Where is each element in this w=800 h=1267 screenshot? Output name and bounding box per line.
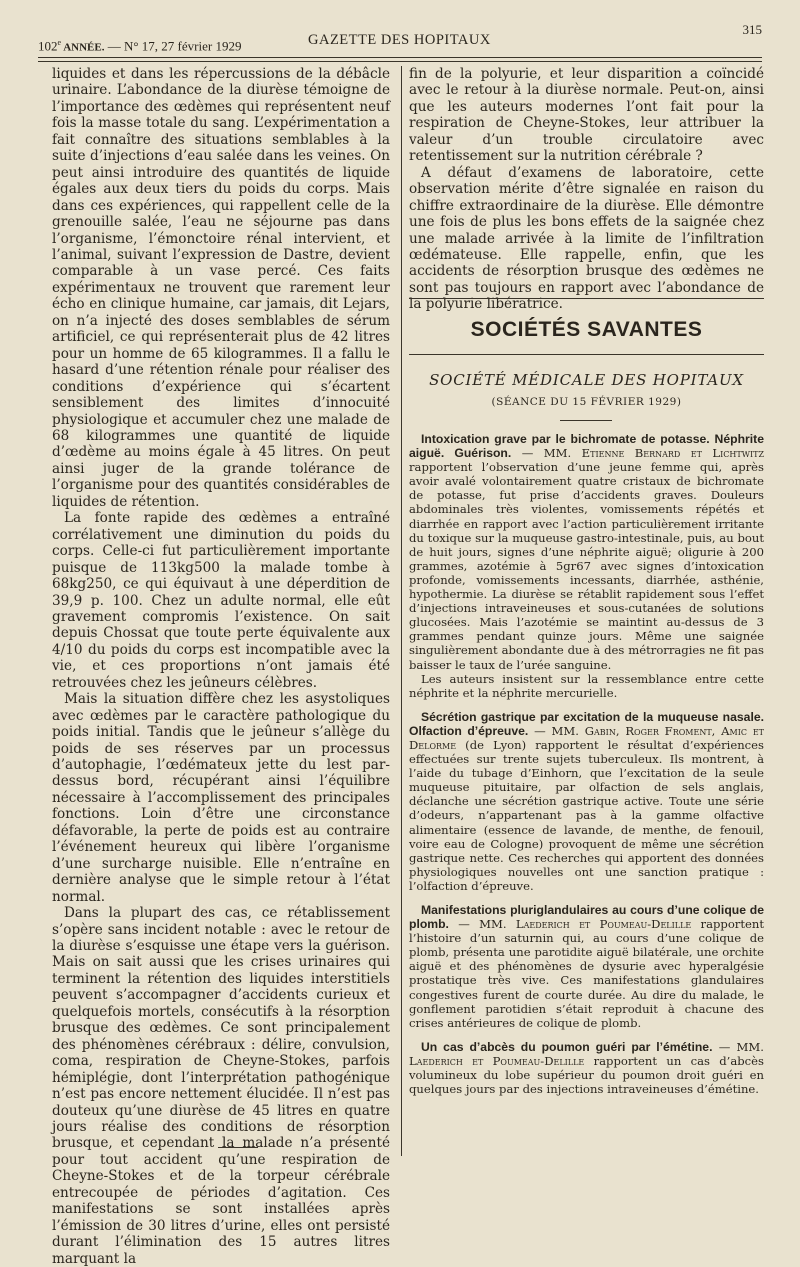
section-rule (409, 298, 764, 299)
paragraph: Mais la situation diffère chez les asystoliques avec œdèmes par le caractère pathologique du poids initial. Tandis que le jeûneur s’allège du poids de ses réserves par un processus d’autophagie, l’œdémateux jette du lest par-dessus bord, récupérant ainsi l’équilibre nécessaire à l’accomplissement des principales fonctions. Loin d’être une circonstance défavorable, la perte de poids est au contraire l’événement heureux qui libère l’organisme d’une surcharge nuisible. Elle n’entraîne en dernière analyse que le simple retour à l’état normal. (52, 691, 390, 905)
abstract-item: Manifestations pluriglandulaires au cours d’une colique de plomb. — MM. Laederich et Poumeau-Delille rapportent l’histoire d’un saturnin qui, au cours d’une colique de plomb, présenta une parotidite aiguë bilatérale, une orchite aiguë et des phénomènes de dysurie avec hyperalgésie prostatique très vive. Ces manifestations glandulaires congestives furent de courte durée. Au dire du malade, le gonflement parotidien s’était reproduit à chacune des crises antérieures de colique de plomb. (409, 903, 764, 1030)
journal-title: GAZETTE DES HOPITAUX (308, 32, 491, 48)
abstract-text: rapportent un cas d’abcès volumineux du lobe supérieur du poumon droit guéri en quelques jours par des injections intraveineuses d’émétine. (409, 1053, 764, 1097)
abstract-text: (de Lyon) rapportent le résultat d’expériences effectuées sur trente sujets tuberculeux. Ils montrent, à l’aide du tubage d’Einhorn, que l’excitation de la seule muqueuse pituitaire, par olfaction de sels anglais, déclanche une sécrétion gastrique active. Toute une série d’odeurs, n’appartenant pas à la gamme olfactive alimentaire (essence de lavande, de menthe, de fenouil, voire eau de Cologne) provoquent de même une sécrétion gastrique nette. Ces recherches qui apportent des données physiologiques nouvelles ont une sanction pratique : l’olfaction d’épreuve. (409, 737, 764, 893)
abstract-extra: Les auteurs insistent sur la ressemblance entre cette néphrite et la néphrite mercurielle. (409, 671, 764, 700)
abstract-authors: Etienne Bernard et Lichtwitz (581, 446, 764, 461)
section-rule (409, 354, 764, 355)
abstract-item: Intoxication grave par le bichromate de potasse. Néphrite aiguë. Guérison. — MM. Etienne Bernard et Lichtwitz rapportent l’observation d’une jeune femme qui, après avoir avalé volontairement quatre cristaux de bichromate de potasse, fut prise d’accidents graves. Douleurs abdominales très violentes, vomissements répétés et diarrhée en rapport avec l’action particulièrement irritante du toxique sur la muqueuse gastro-intestinale, puis, au bout de huit jours, signes d’une néphrite aiguë; oligurie à 200 grammes, azotémie à 5gr67 avec signes d’intoxication profonde, vomissements incessants, diarrhée, asthénie, hypothermie. La diurèse se rétablit rapidement sous l’effet d’injections intraveineuses et sous-cutanées de solutions glucosées. Mais l’azotémie se maintint au-dessus de 3 grammes pendant quinze jours. Même une saignée singulièrement abondante due à des métrorragies ne fit pas baisser le taux de l’urée sanguine. Les auteurs insistent sur la ressemblance entre cette néphrite et la néphrite mercurielle. (409, 432, 764, 700)
abstract-item: Un cas d’abcès du poumon guéri par l’émétine. — MM. Laederich et Poumeau-Delille rapportent un cas d’abcès volumineux du lobe supérieur du poumon droit guéri en quelques jours par des injections intraveineuses d’émétine. (409, 1039, 764, 1097)
abstract-title: Un cas d’abcès du poumon guéri par l’émétine. (421, 1039, 713, 1054)
society-title: SOCIÉTÉ MÉDICALE DES HOPITAUX (429, 371, 744, 389)
left-column (52, 66, 390, 1267)
paragraph: A défaut d’examens de laboratoire, cette observation mérite d’être signalée en raison du chiffre extraordinaire de la diurèse. Elle démontre une fois de plus les bons effets de la saignée chez une malade arrivée à la limite de l’infiltration œdémateuse. Elle rappelle, enfin, que les accidents de résorption brusque des œdèmes ne sont pas toujours en rapport avec l’abondance de la polyurie libératrice. (409, 164, 764, 313)
abstract-authors: Laederich et Poumeau-Delille (515, 917, 692, 932)
issue-info: 102e ANNÉE. — N° 17, 27 février 1929 (38, 38, 242, 54)
abstract-text: rapportent l’observation d’une jeune femme qui, après avoir avalé volontairement quatre cristaux de bichromate de potasse, fut prise d’accidents graves. Douleurs abdominales très violentes, vomissements répétés et diarrhée en rapport avec l’action particulièrement irritante du toxique sur la muqueuse gastro-intestinale, puis, au bout de huit jours, signes d’une néphrite aiguë; oligurie à 200 grammes, azotémie à 5gr67 avec signes d’intoxication profonde, vomissements incessants, diarrhée, asthénie, hypothermie. La diurèse se rétablit rapidement sous l’effet d’injections intraveineuses et sous-cutanées de solutions glucosées. Mais l’azotémie se maintint au-dessus de 3 grammes pendant quinze jours. Même une saignée singulièrement abondante due à des métrorragies ne fit pas baisser le taux de l’urée sanguine. (409, 460, 764, 672)
header-rule (38, 57, 762, 58)
column-divider (401, 66, 402, 1156)
right-column-intro (409, 66, 764, 313)
abstract-title: Intoxication grave par le bichromate de potasse. Néphrite aiguë. Guérison. (409, 432, 764, 461)
paragraph: liquides et dans les répercussions de la débâcle urinaire. L’abondance de la diurèse témoigne de l’importance des œdèmes qui représentent neuf fois la masse totale du sang. L’expérimentation a fait connaître des situations semblables à la suite d’injections d’eau salée dans les veines. On peut ainsi introduire des quantités de liquide égales aux deux tiers du poids du corps. Mais dans ces expériences, qui rappellent celle de la grenouille salée, l’eau ne séjourne pas dans l’organisme, l’émonctoire rénal intervient, et l’animal, suivant l’expression de Dastre, devient comparable à un vase percé. Ces faits expérimentaux ne trouvent que rarement leur écho en clinique humaine, car jamais, dit Lejars, on n’a injecté des doses semblables de sérum artificiel, ce qui représenterait plus de 42 litres pour un homme de 65 kilogrammes. Il a fallu le hasard d’une rétention rénale pour réaliser des conditions d’expérience qui s’écartent sensiblement des limites d’innocuité physiologique et accumuler chez une malade de 68 kilogrammes une quantité de liquide d’œdème au moins égale à 45 litres. On peut ainsi juger de la grande tolérance de l’organisme pour des quantités considérables de liquides de rétention. (52, 66, 390, 510)
page-number: 315 (742, 22, 762, 37)
abstract-item: Sécrétion gastrique par excitation de la muqueuse nasale. Olfaction d’épreuve. — MM. Gabin, Roger Froment, Amic et Delorme (de Lyon) rapportent le résultat d’expériences effectuées sur trente sujets tuberculeux. Ils montrent, à l’aide du tubage d’Einhorn, que l’excitation de la seule muqueuse pituitaire, par olfaction de sels anglais, déclanche une sécrétion gastrique active. Toute une série d’odeurs, n’appartenant pas à la gamme olfactive alimentaire (essence de lavande, de menthe, de fenouil, voire eau de Cologne) provoquent de même une sécrétion gastrique nette. Ces recherches qui apportent des données physiologiques nouvelles ont une sanction pratique : l’olfaction d’épreuve. (409, 709, 764, 893)
abstract-text: rapportent l’histoire d’un saturnin qui, au cours d’une colique de plomb, présenta une parotidite aiguë bilatérale, une orchite aiguë et des phénomènes de dysurie avec hyperalgésie prostatique très vive. Ces manifestations glandulaires congestives furent de courte durée. Au dire du malade, le gonflement parotidien s’était reproduit à chacune des crises antérieures de colique de plomb. (409, 917, 764, 1030)
paragraph: La fonte rapide des œdèmes a entraîné corrélativement une diminution du poids du corps. Celle-ci fut particulièrement importante puisque de 113kg500 la malade tombe à 68kg250, ce qui équivaut à une déperdition de 39,9 p. 100. Chez un adulte normal, elle eût gravement compromis l’existence. On sait depuis Chossat que toute perte équivalente aux 4/10 du poids du corps est incompatible avec la vie, et ces proportions n’ont jamais été retrouvées chez les jeûneurs célèbres. (52, 510, 390, 691)
abstract-title: Manifestations pluriglandulaires au cours d’une colique de plomb. (409, 903, 764, 932)
session-date: (SÉANCE DU 15 FÉVRIER 1929) (491, 396, 682, 408)
abstract-authors: Laederich et Poumeau-Delille (409, 1053, 585, 1068)
section-title: SOCIÉTÉS SAVANTES (470, 318, 703, 341)
header-rule-thin (38, 61, 762, 62)
ornament-rule (560, 420, 612, 421)
abstract-title: Sécrétion gastrique par excitation de la muqueuse nasale. Olfaction d’épreuve. (409, 709, 764, 738)
paragraph: fin de la polyurie, et leur disparition a coïncidé avec le retour à la diurèse normale. Peut-on, ainsi que les auteurs modernes l’ont fait pour la respiration de Cheyne-Stokes, leur attribuer la valeur d’un trouble circulatoire avec retentissement sur la nutrition cérébrale ? (409, 66, 764, 165)
footer-ornament (218, 1147, 258, 1148)
abstract-authors: Gabin, Roger Froment, Amic et Delorme (409, 723, 764, 752)
paragraph: Dans la plupart des cas, ce rétablissement s’opère sans incident notable : avec le retour de la diurèse s’esquisse une étape vers la guérison. Mais on sait aussi que les crises urinaires qui terminent la rétention des liquides interstitiels peuvent s’accompagner d’accidents curieux et quelquefois mortels, consécutifs à la résorption brusque des œdèmes. Ce sont principalement des phénomènes cérébraux : délire, convulsion, coma, respiration de Cheyne-Stokes, parfois hémiplégie, dont l’interprétation pathogénique n’est pas encore nettement élucidée. Il n’est pas douteux qu’une diurèse de 45 litres en quatre jours réalise des conditions de résorption brusque, et cependant la malade n’a présenté pour tout accident qu’une respiration de Cheyne-Stokes et de la torpeur cérébrale entrecoupée de périodes d’agitation. Ces manifestations se sont installées après l’émission de 30 litres d’urine, elles ont persisté durant l’élimination des 15 autres litres marquant la (52, 905, 390, 1267)
running-header (38, 22, 762, 54)
abstracts-list (409, 432, 764, 1106)
